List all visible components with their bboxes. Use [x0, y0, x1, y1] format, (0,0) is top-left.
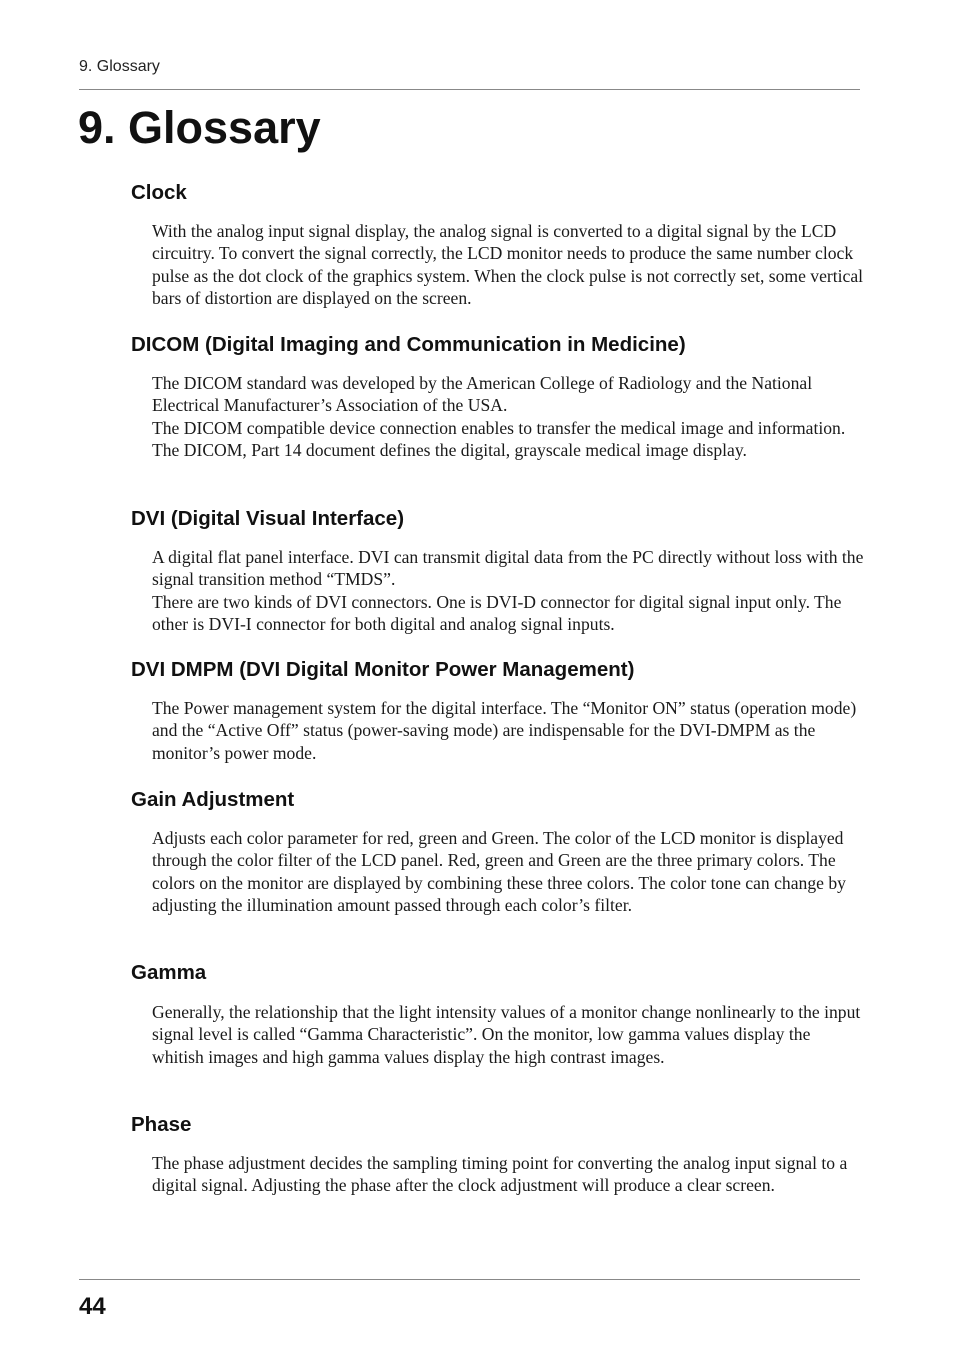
- definition-dicom: [152, 372, 864, 461]
- definition-dvi: [152, 546, 864, 635]
- term-heading-gain-adjustment: Gain Adjustment: [131, 788, 295, 811]
- definition-paragraph: Adjusts each color parameter for red, green and Green. The color of the LCD monitor is displayed through the color filter of the LCD panel. Red, green and Green are the three primary colors. The colors on the monitor are displayed by combining these three colors. The color tone can change by adjusting the illumination amount passed through each color’s filter.: [152, 828, 846, 915]
- definition-paragraph: There are two kinds of DVI connectors. One is DVI-D connector for digital signal input only. The other is DVI-I connector for both digital and analog signal inputs.: [152, 591, 842, 634]
- term-heading-gamma: Gamma: [131, 961, 207, 984]
- term-heading-dvi: DVI (Digital Visual Interface): [131, 507, 405, 530]
- header-rule: [79, 89, 860, 90]
- page-number: 44: [79, 1293, 106, 1320]
- term-heading-phase: Phase: [131, 1113, 192, 1136]
- definition-paragraph: The phase adjustment decides the sampling timing point for converting the analog input signal to a digital signal. Adjusting the phase after the clock adjustment will produce a clear screen.: [152, 1153, 848, 1196]
- definition-paragraph: The Power management system for the digital interface. The “Monitor ON” status (operation mode) and the “Active Off” status (power-saving mode) are indispensable for the DVI-DMPM as the monitor’s power mode.: [152, 698, 857, 763]
- definition-paragraph: A digital flat panel interface. DVI can transmit digital data from the PC directly without loss with the signal transition method “TMDS”.: [152, 547, 864, 590]
- definition-paragraph: With the analog input signal display, the analog signal is converted to a digital signal by the LCD circuitry. To convert the signal correctly, the LCD monitor needs to produce the same number clock pulse as the dot clock of the graphics system. When the clock pulse is not correctly set, some vertical bars of distortion are displayed on the screen.: [152, 221, 864, 308]
- footer-rule: [79, 1279, 860, 1280]
- running-header: 9. Glossary: [79, 58, 160, 75]
- definition-gamma: [152, 1001, 864, 1068]
- term-heading-dicom: DICOM (Digital Imaging and Communication in Medicine): [131, 333, 686, 356]
- definition-phase: [152, 1152, 864, 1197]
- definition-gain-adjustment: [152, 827, 864, 916]
- definition-paragraph: Generally, the relationship that the light intensity values of a monitor change nonlinearly to the input signal level is called “Gamma Characteristic”. On the monitor, low gamma values display the whitish images and high gamma values display the high contrast images.: [152, 1002, 861, 1067]
- definition-clock: [152, 220, 864, 309]
- definition-paragraph: The DICOM standard was developed by the American College of Radiology and the National Electrical Manufacturer’s Association of the USA.: [152, 373, 813, 416]
- term-heading-clock: Clock: [131, 181, 187, 204]
- definition-paragraph: The DICOM compatible device connection enables to transfer the medical image and information. The DICOM, Part 14 document defines the digital, grayscale medical image display.: [152, 417, 846, 460]
- page-title: 9. Glossary: [78, 102, 321, 153]
- definition-dvi-dmpm: [152, 697, 864, 764]
- term-heading-dvi-dmpm: DVI DMPM (DVI Digital Monitor Power Management): [131, 658, 635, 681]
